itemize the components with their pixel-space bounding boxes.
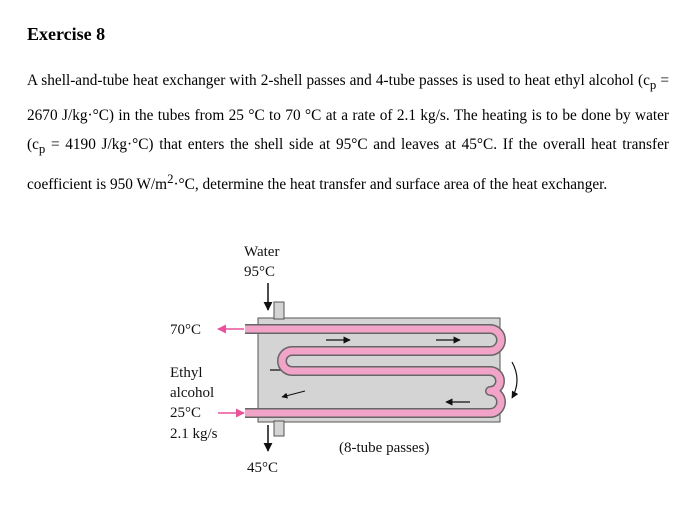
return-arc-arrow [512,362,517,398]
problem-text-part-1: A shell-and-tube heat exchanger with 2-shell passes and 4-tube passes is used to heat ethyl alcohol (c [27,72,650,89]
tube-passes-note: (8-tube passes) [339,440,430,456]
subscript-p-1: p [649,78,657,93]
alcohol-label-line-2: alcohol [170,385,215,401]
water-inlet-temperature: 95°C [244,264,276,280]
alcohol-flow-rate: 2.1 kg/s [170,426,218,442]
subscript-p-2: p [38,142,46,157]
problem-text-part-3: = 4190 J/kg·°C) that enters the shell side at 95°C and leaves at 45°C. If the overall heat transfer coefficient is 950 W/m [27,136,669,193]
superscript-2: 2 [167,171,174,186]
shell-outlet-nozzle [274,421,284,436]
water-outlet-temperature: 45°C [247,460,279,476]
exercise-heading: Exercise 8 [27,24,106,44]
water-label: Water [244,244,280,260]
alcohol-label-line-1: Ethyl [170,365,203,381]
problem-text-part-4: ·°C, determine the heat transfer and surface area of the heat exchanger. [173,175,608,193]
alcohol-outlet-temperature: 70°C [170,322,202,338]
shell-inlet-nozzle [274,302,284,319]
alcohol-inlet-temperature: 25°C [170,405,202,421]
problem-text-part-2: = 2670 J/kg·°C) in the tubes from 25 °C to 70 °C at a rate of 2.1 kg/s. The heating is to be done by water (c [27,72,669,154]
